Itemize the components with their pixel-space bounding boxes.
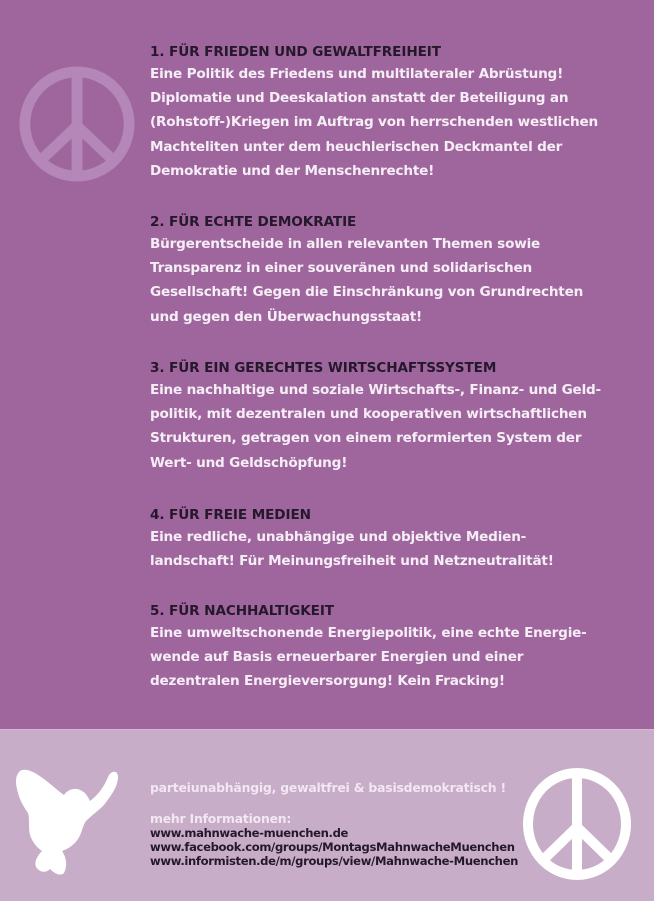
section-line: Eine redliche, unabhängige und objektive Medien- xyxy=(150,529,527,545)
section-line: Transparenz in einer souveränen und solidarischen xyxy=(150,260,532,277)
section-line: Machteliten unter dem heuchlerischen Deckmantel der xyxy=(150,138,563,155)
section-heading: 5. FÜR NACHHALTIGKEIT xyxy=(150,603,334,619)
informisten-link[interactable]: www.informisten.de/m/groups/view/Mahnwache-Muenchen xyxy=(150,854,518,868)
tagline: parteiunabhängig, gewaltfrei & basisdemokratisch ! xyxy=(150,780,506,795)
section-sustainability xyxy=(150,601,610,694)
section-line: Diplomatie und Deeskalation anstatt der Beteiligung an xyxy=(150,90,569,107)
section-democracy xyxy=(150,212,610,329)
section-line: politik, mit dezentralen und kooperativen wirtschaftlichen xyxy=(150,406,587,423)
section-peace xyxy=(150,42,610,183)
section-line: Wert- und Geldschöpfung! xyxy=(150,454,348,471)
section-media xyxy=(150,505,610,573)
section-heading: 2. FÜR ECHTE DEMOKRATIE xyxy=(150,214,357,230)
peace-sign-icon xyxy=(522,767,632,881)
section-line: und gegen den Überwachungsstaat! xyxy=(150,308,423,325)
facebook-link[interactable]: www.facebook.com/groups/MontagsMahnwacheMuenchen xyxy=(150,840,515,854)
section-line: Gesellschaft! Gegen die Einschränkung von Grundrechten xyxy=(150,284,584,301)
section-heading: 4. FÜR FREIE MEDIEN xyxy=(150,507,311,523)
section-line: Demokratie und der Menschenrechte! xyxy=(150,162,435,179)
website-link[interactable]: www.mahnwache-muenchen.de xyxy=(150,826,349,840)
section-line: wende auf Basis erneuerbarer Energien und einer xyxy=(150,649,524,666)
peace-sign-icon xyxy=(18,65,136,183)
section-line: Eine umweltschonende Energiepolitik, eine echte Energie- xyxy=(150,625,587,641)
section-line: (Rohstoff-)Kriegen im Auftrag von herrschenden westlichen xyxy=(150,114,598,131)
dove-icon xyxy=(6,765,118,877)
section-line: Eine Politik des Friedens und multilateraler Abrüstung! xyxy=(150,66,564,82)
section-economy xyxy=(150,358,610,475)
more-info-label: mehr Informationen: xyxy=(150,811,292,826)
link-list xyxy=(150,826,518,868)
section-heading: 1. FÜR FRIEDEN UND GEWALTFREIHEIT xyxy=(150,44,441,60)
section-line: Bürgerentscheide in allen relevanten Themen sowie xyxy=(150,236,541,252)
section-heading: 3. FÜR EIN GERECHTES WIRTSCHAFTSSYSTEM xyxy=(150,360,497,376)
section-line: Eine nachhaltige und soziale Wirtschafts-, Finanz- und Geld- xyxy=(150,382,602,398)
section-line: landschaft! Für Meinungsfreiheit und Netzneutralität! xyxy=(150,553,554,570)
section-line: Strukturen, getragen von einem reformierten System der xyxy=(150,430,582,447)
section-line: dezentralen Energieversorgung! Kein Fracking! xyxy=(150,673,505,690)
